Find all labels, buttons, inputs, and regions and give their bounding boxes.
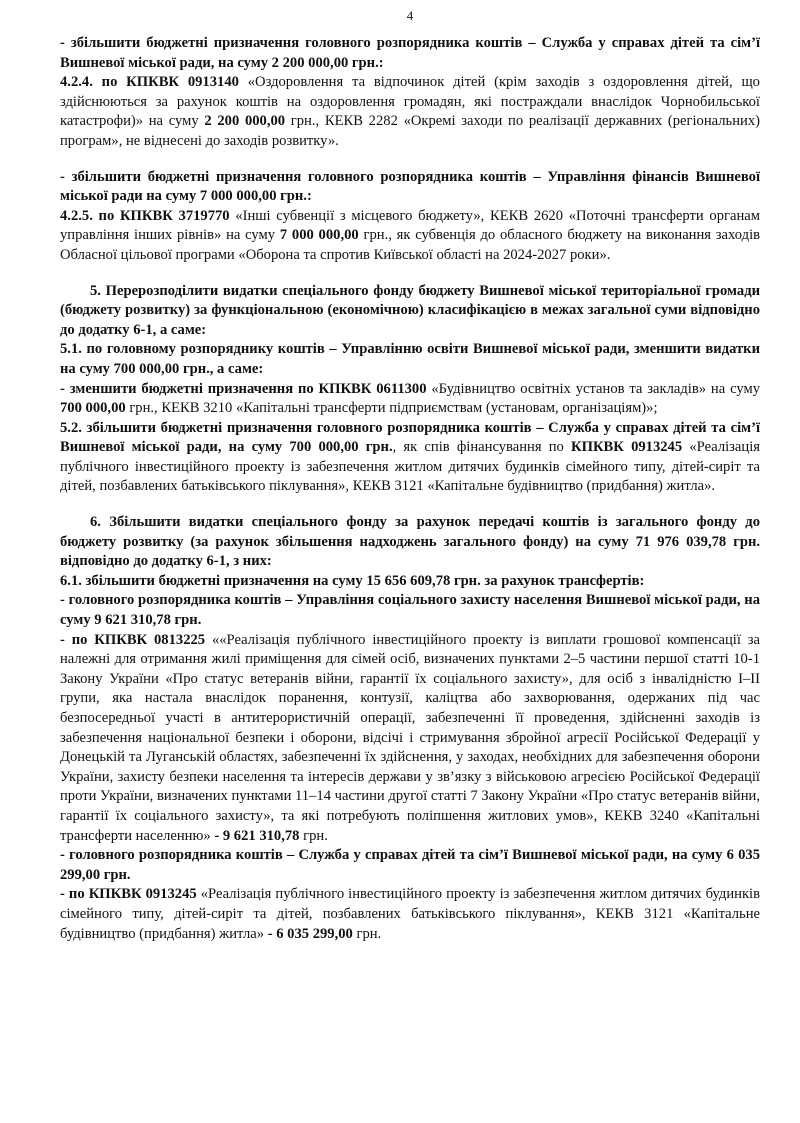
paragraph-4-2-4-code: 4.2.4. по КПКВК 0913140 <box>60 74 239 91</box>
section-6-heading: 6. Збільшити видатки спеціального фонду за рахунок передачі коштів із загального фонду до бюджету розвитку (за рахунок збільшення надходжень загального фонду) на суму 71 976 039,78 грн. відповідно до додатку 6-1, з них: <box>60 514 760 570</box>
paragraph-6-1-children-code: - по КПКВК 0913245 <box>60 886 197 903</box>
paragraph-4-2-5 <box>60 207 760 266</box>
spacer <box>60 266 760 282</box>
paragraph-5-2 <box>60 419 760 497</box>
paragraph-4-2-4-text-end: грн., КЕКВ 2282 «Окремі заходи по реалізації державних (регіональних) програм», не віднесені до заходів розвитку». <box>60 113 760 149</box>
spacer <box>60 497 760 513</box>
paragraph-5-2-text: , як спів фінансування по <box>392 439 572 456</box>
section-increase-finance-heading: - збільшити бюджетні призначення головного розпорядника коштів – Управління фінансів Вишневої міської ради на суму 7 000 000,00 грн.: <box>60 168 760 205</box>
paragraph-4-2-4 <box>60 73 760 151</box>
paragraph-4-2-4-amount: 2 200 000,00 <box>204 113 286 130</box>
section-5-heading: 5. Перерозподілити видатки спеціального фонду бюджету Вишневої міської територіальної громади (бюджету розвитку) за функціональною (економічною) класифікацією в межах загальної суми відповідно до додатку 6-1, а саме: <box>60 282 760 338</box>
paragraph-5-1-decrease-code: - зменшити бюджетні призначення по КПКВК 0611300 <box>60 380 427 397</box>
paragraph-4-2-5-code: 4.2.5. по КПКВК 3719770 <box>60 207 230 224</box>
paragraph-6-1: 6.1. збільшити бюджетні призначення на суму 15 656 609,78 грн. за рахунок трансфертів: <box>60 572 645 589</box>
spacer <box>60 152 760 168</box>
section-increase-children-service-heading: - збільшити бюджетні призначення головного розпорядника коштів – Служба у справах дітей та сім’ї Вишневої міської ради, на суму 2 200 000,00 грн.: <box>60 35 760 71</box>
paragraph-6-1-social-protection-detail <box>60 631 760 847</box>
paragraph-5-1-decrease-text-end: грн., КЕКВ 3210 «Капітальні трансферти підприємствам (установам, організаціям)»; <box>125 400 658 417</box>
paragraph-6-1-children-amount: - 6 035 299,00 <box>267 925 353 942</box>
paragraph-5-1-decrease <box>60 380 760 419</box>
paragraph-5-1: 5.1. по головному розпоряднику коштів – Управлінню освіти Вишневої міської ради, зменшити видатки на суму 700 000,00 грн., а саме: <box>60 341 760 377</box>
paragraph-5-2-text-end: «Реалізація публічного інвестиційного проекту із забезпечення житлом дитячих будинків сімейного типу, дітей-сиріт та дітей, позбавлених батьківського піклування», КЕКВ 3121 «Капітальне будівництво (придбання) житла». <box>60 439 760 495</box>
paragraph-6-1-social-code: - по КПКВК 0813225 <box>60 631 206 648</box>
paragraph-6-1-children-service-detail <box>60 885 760 944</box>
paragraph-4-2-4-text: «Оздоровлення та відпочинок дітей (крім заходів з оздоровлення дітей, що здійснюються за рахунок коштів на оздоровлення громадян, які постраждали внаслідок Чорнобильської катастрофи)» на суму <box>60 74 760 130</box>
paragraph-4-2-5-amount: 7 000 000,00 <box>279 227 359 244</box>
paragraph-6-1-social-protection: - головного розпорядника коштів – Управління соціального захисту населення Вишневої міської ради, на суму 9 621 310,78 грн. <box>60 592 760 629</box>
paragraph-4-2-5-text: «Інші субвенції з місцевого бюджету», КЕКВ 2620 «Поточні трансферти органам управління інших рівнів» на суму <box>60 207 761 244</box>
paragraph-6-1-children-service: - головного розпорядника коштів – Служба у справах дітей та сім’ї Вишневої міської ради, на суму 6 035 299,00 грн. <box>60 847 760 883</box>
paragraph-6-1-children-text: «Реалізація публічного інвестиційного проекту із забезпечення житлом дитячих будинків сімейного типу, дітей-сиріт та дітей, позбавлених батьківського піклування», КЕКВ 3121 «Капітальне будівництво (придбання) житла» <box>60 886 761 942</box>
paragraph-6-1-children-text-end: грн. <box>352 925 382 942</box>
paragraph-4-2-5-text-end: грн., як субвенція до обласного бюджету на виконання заходів Обласної цільової програми «Оборона та спротив Київської області на 2024-2027 роки». <box>60 227 761 263</box>
paragraph-6-1-social-text-end: грн. <box>299 827 328 844</box>
paragraph-6-1-social-text: ««Реалізація публічного інвестиційного проекту із виплати грошової компенсації за належні для отримання жилі приміщення для сімей осіб, визначених пунктами 2–5 частини першої статті 10-1 Закону України «Про статус ветеранів війни, гарантії їх соціального захисту», для осіб з інвалідністю I–II групи, яка настала внаслідок поранення, контузії, каліцтва або захворювання, одержаних під час безпосередньої участі в антитерористичній операції, забезпеченні її проведення, здійсненні заходів із забезпечення національної безпеки і оборони, відсічі і стримування збройної агресії Російської Федерації у Донецькій та Луганській областях, забезпеченні їх здійснення, у заходах, необхідних для забезпечення оборони України, захисту безпеки населення та інтересів держави у зв’язку з військовою агресією Російської Федерації проти України, визначених пунктами 11–14 частини другої статті 7 Закону України «Про статус ветеранів війни, гарантії їх соціального захисту», та які потребують поліпшення житлових умов», КЕКВ 3240 «Капітальні трансферти населенню» <box>60 631 761 844</box>
paragraph-5-1-decrease-amount: 700 000,00 <box>60 400 126 417</box>
paragraph-5-1-decrease-text: «Будівництво освітніх установ та закладів» на суму <box>426 380 760 397</box>
paragraph-6-1-social-amount: - 9 621 310,78 <box>214 827 300 844</box>
page-number: 4 <box>406 8 414 23</box>
paragraph-5-2-lead: 5.2. збільшити бюджетні призначення головного розпорядника коштів – Служба у справах дітей та сім’ї Вишневої міської ради, на суму 700 000,00 грн. <box>60 419 760 456</box>
paragraph-5-2-code: КПКВК 0913245 <box>571 439 683 456</box>
